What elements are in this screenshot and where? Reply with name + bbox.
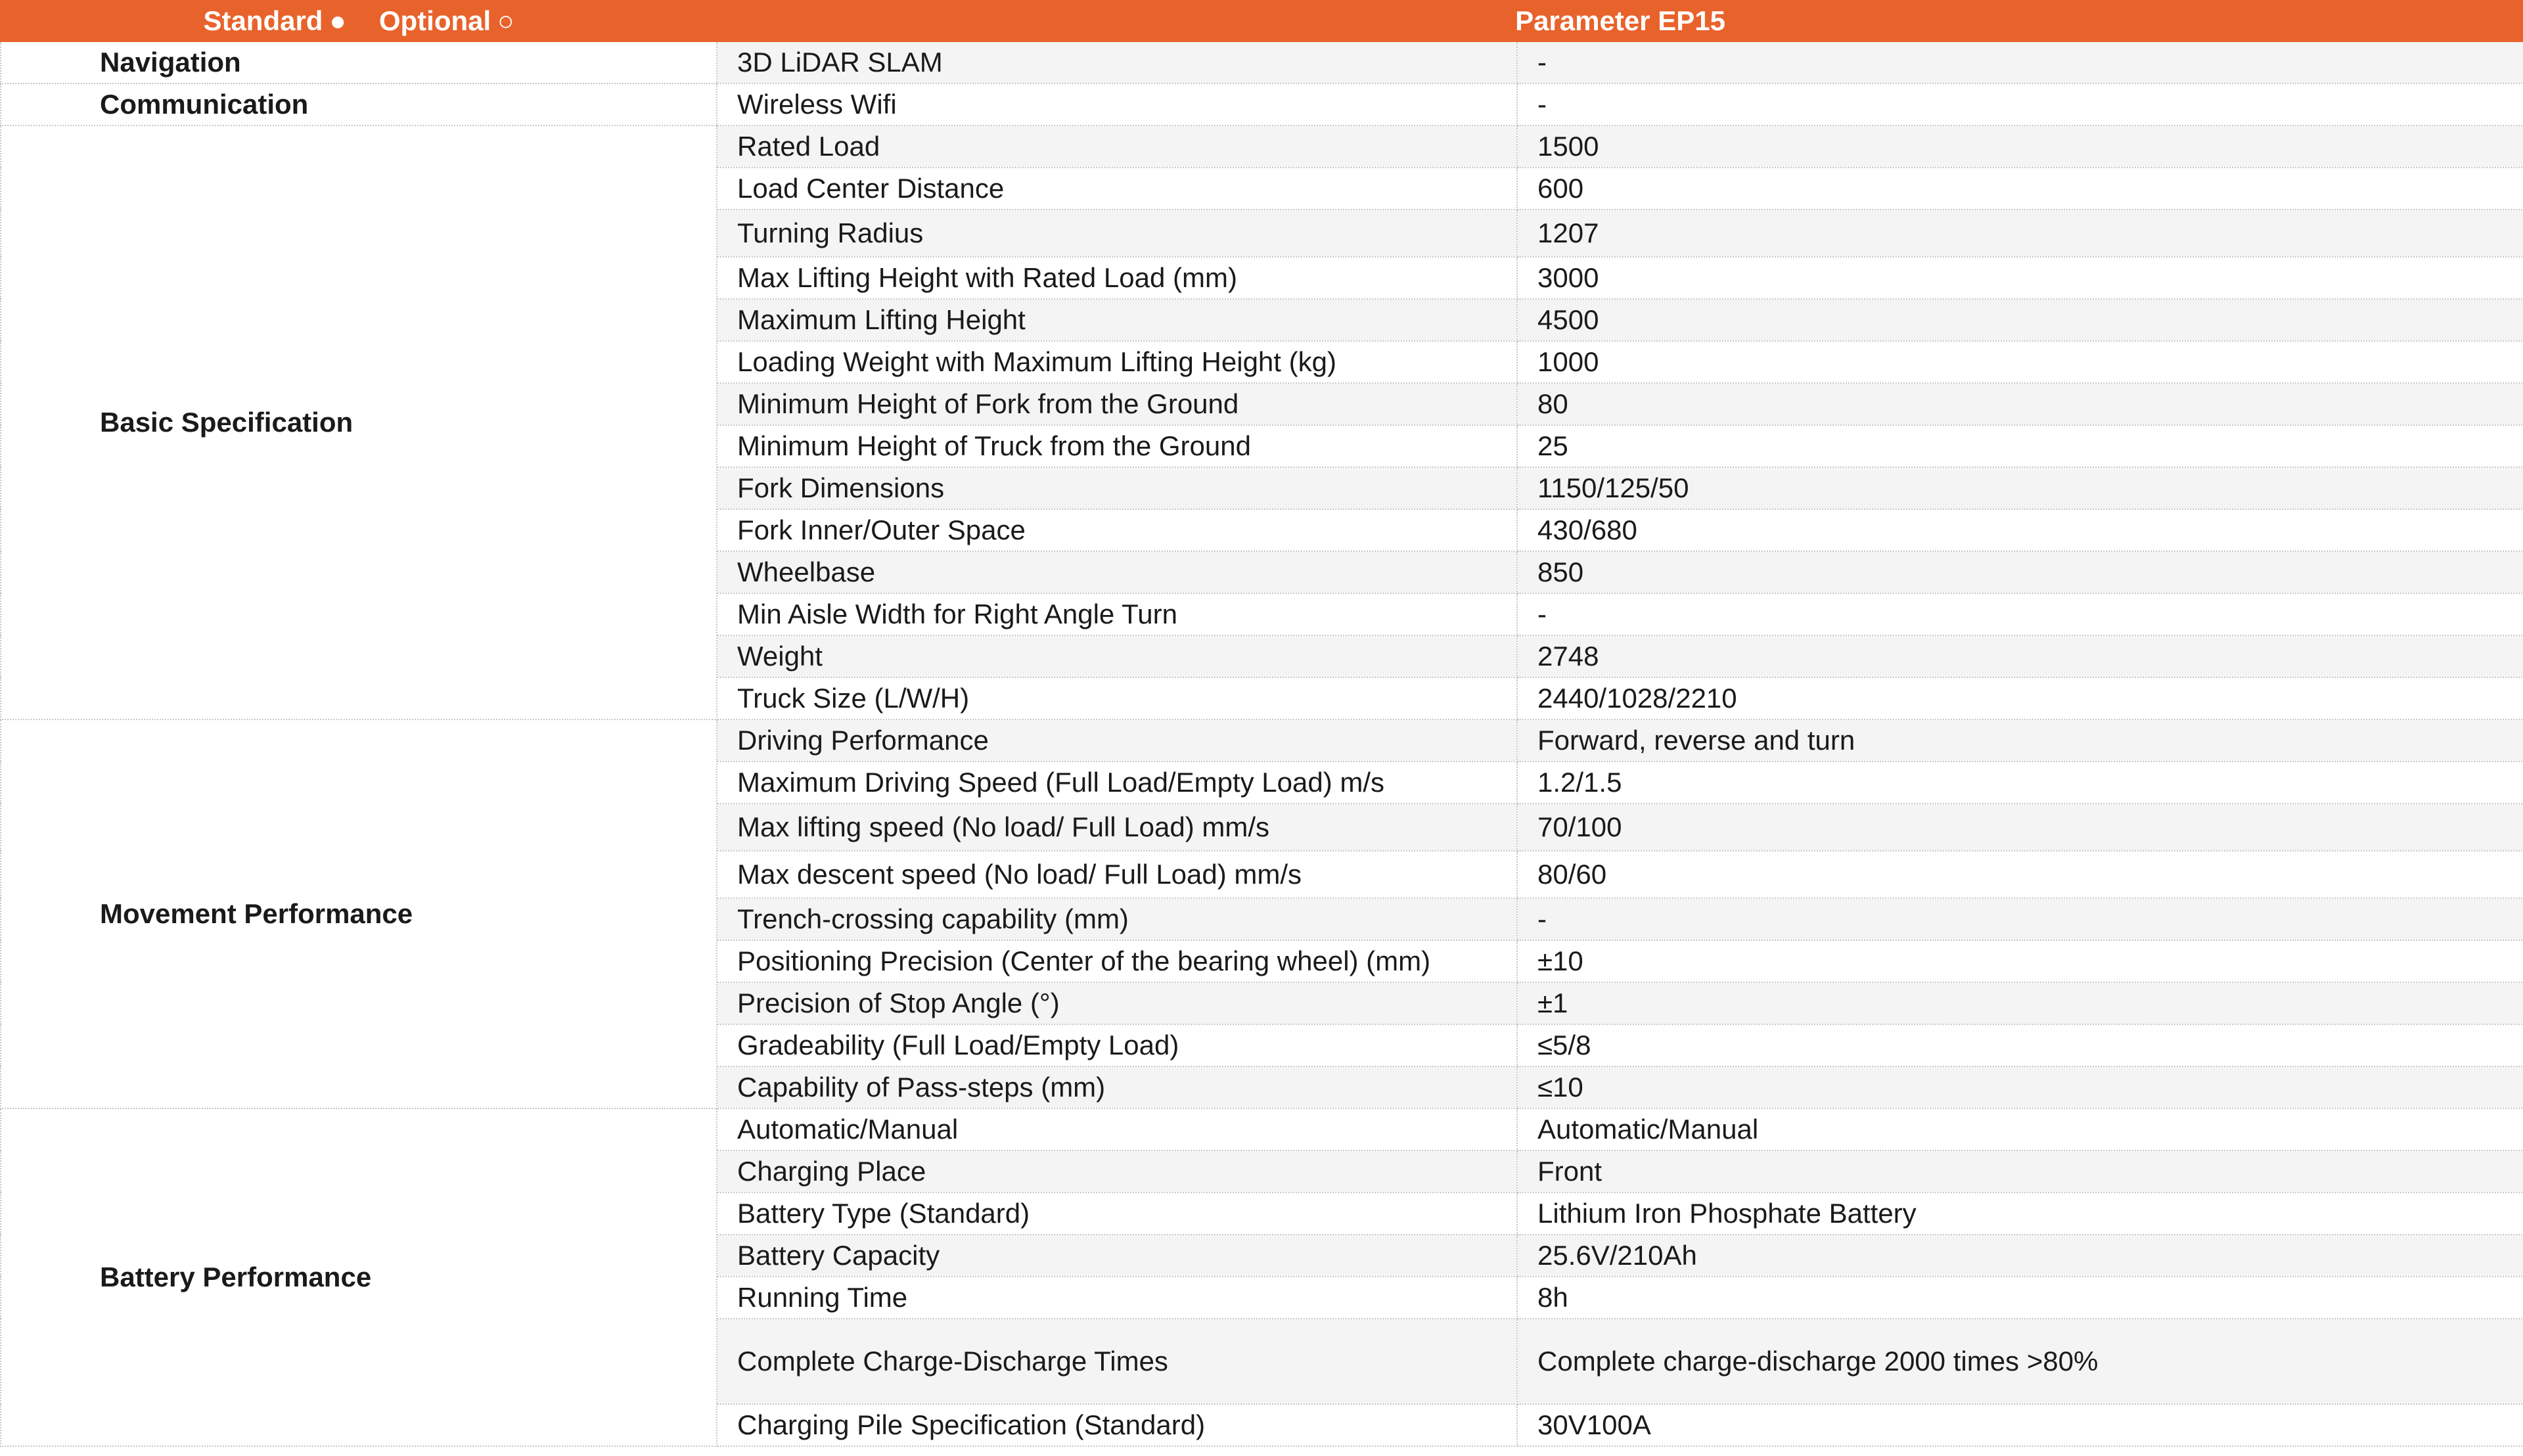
param-name: Max Lifting Height with Rated Load (mm) [717, 257, 1517, 299]
param-value: ±10 [1517, 940, 2523, 982]
param-name: Maximum Driving Speed (Full Load/Empty Load) m/s [717, 762, 1517, 804]
param-value: ±1 [1517, 982, 2523, 1024]
param-name: Max lifting speed (No load/ Full Load) mm/s [717, 804, 1517, 851]
param-value: 1207 [1517, 210, 2523, 257]
param-value: ≤10 [1517, 1066, 2523, 1108]
category-navigation: Navigation [1, 41, 717, 83]
param-value: 8h [1517, 1277, 2523, 1319]
param-name: Fork Inner/Outer Space [717, 509, 1517, 551]
category-communication: Communication [1, 83, 717, 125]
param-value: 2748 [1517, 635, 2523, 677]
param-name: Automatic/Manual [717, 1108, 1517, 1150]
param-value: 30V100A [1517, 1404, 2523, 1446]
category-movement-performance: Movement Performance [1, 719, 717, 1108]
param-value: Complete charge-discharge 2000 times >80% [1517, 1319, 2523, 1404]
optional-legend: Optional ○ [378, 5, 514, 36]
legend-cell [1, 1, 717, 41]
param-value: - [1517, 41, 2523, 83]
param-value: Lithium Iron Phosphate Battery [1517, 1193, 2523, 1235]
param-value: 2440/1028/2210 [1517, 677, 2523, 719]
param-name: Wheelbase [717, 551, 1517, 593]
param-value: 1500 [1517, 125, 2523, 168]
param-value: 600 [1517, 168, 2523, 210]
table-row [1, 1108, 2523, 1150]
param-name: Positioning Precision (Center of the bearing wheel) (mm) [717, 940, 1517, 982]
param-value: Forward, reverse and turn [1517, 719, 2523, 762]
param-name: Weight [717, 635, 1517, 677]
param-value: ≤5/8 [1517, 1024, 2523, 1066]
param-name: Truck Size (L/W/H) [717, 677, 1517, 719]
param-name: Minimum Height of Truck from the Ground [717, 425, 1517, 467]
param-name: Driving Performance [717, 719, 1517, 762]
open-circle-icon: ○ [497, 5, 514, 36]
param-name: Rated Load [717, 125, 1517, 168]
param-name: Fork Dimensions [717, 467, 1517, 509]
param-value: 4500 [1517, 299, 2523, 341]
table-row [1, 719, 2523, 762]
param-value: 850 [1517, 551, 2523, 593]
param-value: 25 [1517, 425, 2523, 467]
param-value: 80 [1517, 383, 2523, 425]
param-name: Turning Radius [717, 210, 1517, 257]
param-name: Battery Capacity [717, 1235, 1517, 1277]
param-name: Precision of Stop Angle (°) [717, 982, 1517, 1024]
param-value: - [1517, 593, 2523, 635]
param-name: Load Center Distance [717, 168, 1517, 210]
param-value: - [1517, 83, 2523, 125]
param-name: Minimum Height of Fork from the Ground [717, 383, 1517, 425]
param-value: - [1517, 898, 2523, 940]
param-name: Running Time [717, 1277, 1517, 1319]
param-value: Automatic/Manual [1517, 1108, 2523, 1150]
param-name: Gradeability (Full Load/Empty Load) [717, 1024, 1517, 1066]
standard-legend: Standard ● [203, 5, 346, 36]
param-name: Maximum Lifting Height [717, 299, 1517, 341]
param-name: Capability of Pass-steps (mm) [717, 1066, 1517, 1108]
param-value: 80/60 [1517, 851, 2523, 898]
param-value: 1000 [1517, 341, 2523, 383]
param-name: Battery Type (Standard) [717, 1193, 1517, 1235]
param-name: Charging Pile Specification (Standard) [717, 1404, 1517, 1446]
param-name: Min Aisle Width for Right Angle Turn [717, 593, 1517, 635]
param-name: Max descent speed (No load/ Full Load) mm/s [717, 851, 1517, 898]
category-battery-performance: Battery Performance [1, 1108, 717, 1446]
param-name: Wireless Wifi [717, 83, 1517, 125]
param-value: 3000 [1517, 257, 2523, 299]
table-row [1, 83, 2523, 125]
param-value: 1150/125/50 [1517, 467, 2523, 509]
param-value: 25.6V/210Ah [1517, 1235, 2523, 1277]
param-name: Trench-crossing capability (mm) [717, 898, 1517, 940]
param-name: Complete Charge-Discharge Times [717, 1319, 1517, 1404]
header-row [1, 1, 2523, 41]
filled-circle-icon: ● [329, 5, 346, 36]
table-row [1, 41, 2523, 83]
param-name: Loading Weight with Maximum Lifting Height (kg) [717, 341, 1517, 383]
param-name: Charging Place [717, 1150, 1517, 1193]
param-value: Front [1517, 1150, 2523, 1193]
param-value: 1.2/1.5 [1517, 762, 2523, 804]
param-value: 70/100 [1517, 804, 2523, 851]
param-value: 430/680 [1517, 509, 2523, 551]
category-basic-specification: Basic Specification [1, 125, 717, 719]
param-name: 3D LiDAR SLAM [717, 41, 1517, 83]
table-row [1, 125, 2523, 168]
parameter-header: Parameter EP15 [717, 1, 2523, 41]
